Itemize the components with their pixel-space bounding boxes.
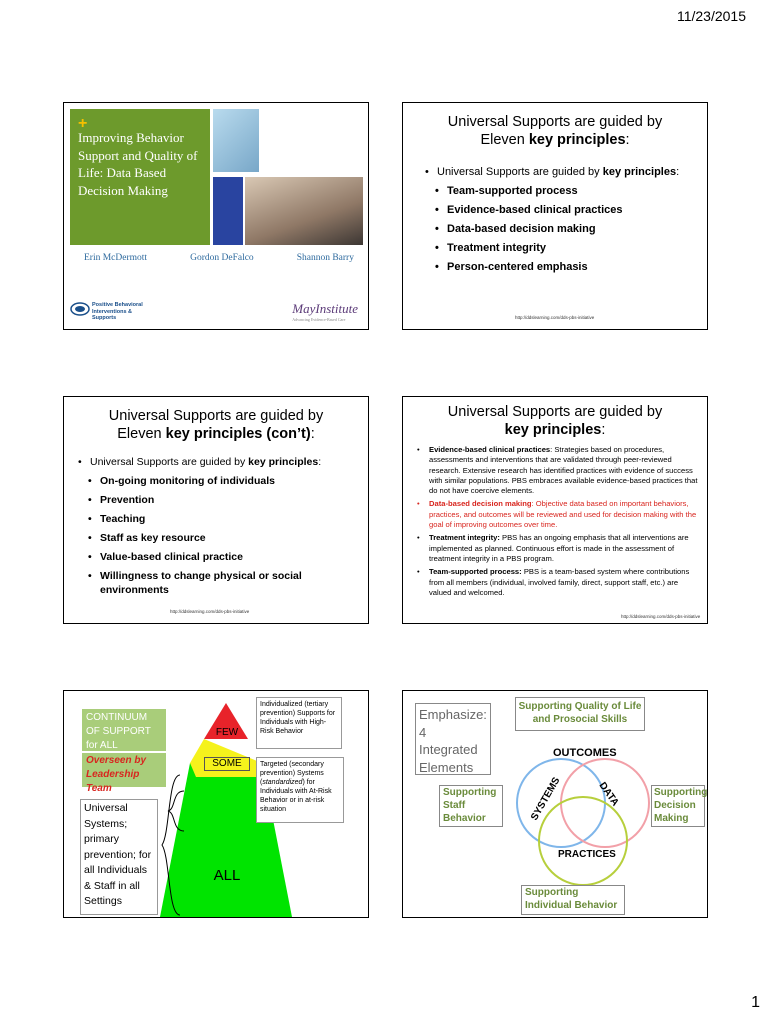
page-date: 11/23/2015	[676, 8, 746, 24]
tier-few-label: FEW	[215, 727, 239, 738]
list-item: • Team-supported process	[435, 184, 685, 198]
list-item: • Willingness to change physical or social environments	[88, 569, 363, 597]
list-item: • Prevention	[88, 493, 363, 507]
authors	[84, 253, 354, 263]
slide-title	[403, 113, 707, 149]
photo-blue-panel	[213, 177, 243, 245]
list-item: • Value-based clinical practice	[88, 550, 363, 564]
tier-all-label: ALL	[213, 867, 241, 884]
list-item: • Staff as key resource	[88, 531, 363, 545]
slide-3-key-principles-cont	[63, 396, 369, 624]
staff-behavior-label: Supporting Staff Behavior	[439, 785, 503, 827]
list-item: • Teaching	[88, 512, 363, 526]
source-url: http://ddslearning.com/dds-pbs-initiative	[621, 614, 701, 619]
slide-title	[64, 407, 368, 443]
definition-item: • Treatment integrity: PBS has an ongoing emphasis that all interventions are implemented as planned. Continuous effort is made in the assessment of treatment integrity in a PBS program.	[415, 533, 699, 564]
title-line-1: Universal Supports are guided by	[447, 404, 663, 420]
continuum-label: CONTINUUM OF SUPPORT for ALL	[82, 709, 166, 751]
may-institute-logo	[292, 301, 358, 322]
definition-item: • Evidence-based clinical practices: Strategies based on procedures, assessments and interventions that are validated through peer-reviewed research. Extensive research has identified practices with evidence of success with similar populations. PBS embraces available evidence-based practices that do not have coercive elements.	[415, 445, 699, 496]
universal-brace-icon	[162, 775, 180, 915]
tier-some-label: SOME	[204, 757, 250, 771]
data-label: DATA	[596, 780, 621, 809]
definitions	[415, 445, 699, 601]
title-line-1: Universal Supports are guided by	[108, 408, 324, 424]
list-item: • Treatment integrity	[435, 241, 685, 255]
list-item: • Data-based decision making	[435, 222, 685, 236]
may-institute-name: MayInstitute	[292, 301, 358, 316]
source-url: http://ddslearning.com/dds-pbs-initiative	[515, 315, 595, 320]
decision-making-label: Supporting Decision Making	[651, 785, 705, 827]
practices-label: PRACTICES	[558, 849, 616, 860]
source-url: http://ddslearning.com/dds-pbs-initiative	[170, 609, 250, 614]
secondary-description: Targeted (secondary prevention) Systems (standardized) for Individuals with At-Risk Behavior or in at-risk situation	[256, 757, 344, 823]
author-2: Gordon DeFalco	[190, 253, 254, 263]
pbis-logo	[70, 299, 150, 319]
bullet-content	[78, 455, 363, 602]
individual-behavior-label: Supporting Individual Behavior	[521, 885, 625, 915]
tertiary-description: Individualized (tertiary prevention) Supports for Individuals with High-Risk Behavior	[256, 697, 342, 749]
title-line-2: Eleven key principles:	[480, 132, 630, 148]
title-line-1: Universal Supports are guided by	[447, 114, 663, 130]
emphasize-label: Emphasize: 4 Integrated Elements	[415, 703, 491, 775]
photo-children-table	[245, 177, 363, 245]
overseen-label: Overseen by Leadership Team	[82, 753, 166, 787]
author-1: Erin McDermott	[84, 253, 148, 263]
outcomes-label: OUTCOMES	[553, 747, 617, 759]
pbis-logo-line2: Interventions & Supports	[92, 308, 133, 321]
page-number: 1	[751, 994, 760, 1011]
title-line-2: Eleven key principles (con’t):	[117, 426, 315, 442]
slide-4-principle-definitions	[402, 396, 708, 624]
title-line-2: key principles:	[504, 422, 606, 438]
slide-6-integrated-elements	[402, 690, 708, 918]
list-item: • On-going monitoring of individuals	[88, 474, 363, 488]
bullet-content	[425, 165, 685, 279]
slide-5-continuum-triangle	[63, 690, 369, 918]
intro-bullet: • Universal Supports are guided by key principles:	[78, 455, 363, 469]
pbis-logo-line1: Positive Behavioral	[92, 302, 143, 308]
systems-label: SYSTEMS	[529, 775, 563, 823]
author-3: Shannon Barry	[296, 253, 354, 263]
quality-of-life-label: Supporting Quality of Life and Prosocial Skills	[515, 697, 645, 731]
slide-2-key-principles	[402, 102, 708, 330]
plus-icon: +	[78, 115, 88, 132]
slide-1-title	[63, 102, 369, 330]
title-panel	[70, 109, 210, 245]
photo-child-smiling	[213, 109, 259, 172]
definition-item: • Team-supported process: PBS is a team-based system where contributions from all members (individual, involved family, direct, support staff, etc.) are valued and welcomed.	[415, 567, 699, 598]
may-institute-tagline: Advancing Evidence-Based Care	[292, 317, 346, 322]
intro-bullet: • Universal Supports are guided by key principles:	[425, 165, 685, 179]
slide-title	[403, 403, 707, 439]
presentation-title: Improving Behavior Support and Quality of Life: Data Based Decision Making	[78, 130, 198, 198]
definition-item-highlighted: • Data-based decision making: Objective data based on important behaviors, practices, and outcomes will be reviewed and used for decision making with the goal of improving outcomes over time.	[415, 499, 699, 530]
universal-systems-label: Universal Systems; primary prevention; for all Individuals & Staff in all Settings	[80, 799, 158, 915]
list-item: • Evidence-based clinical practices	[435, 203, 685, 217]
list-item: • Person-centered emphasis	[435, 260, 685, 274]
